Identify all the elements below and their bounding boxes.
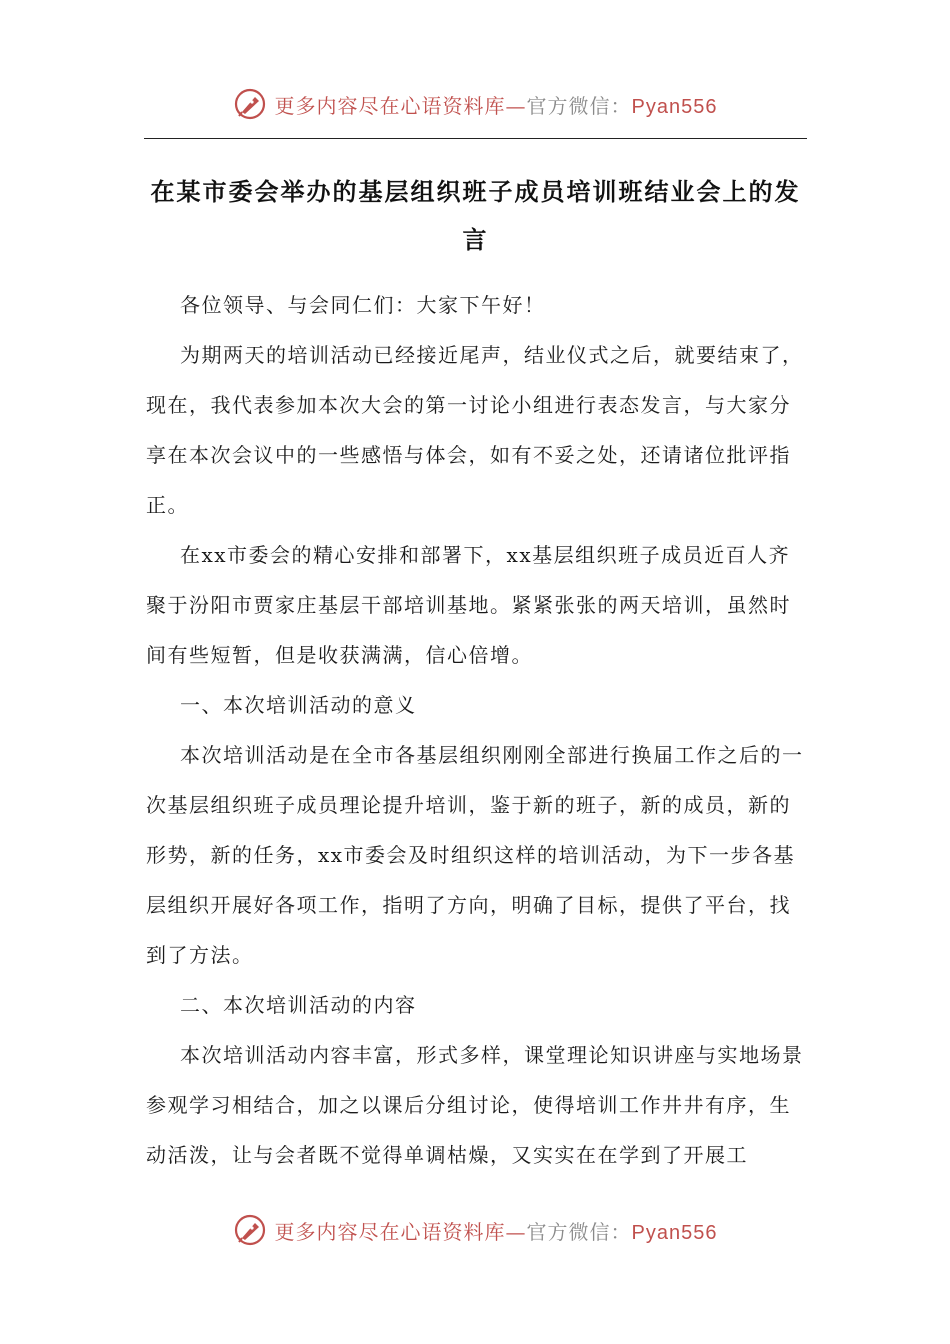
- paragraph: 为期两天的培训活动已经接近尾声，结业仪式之后，就要结束了，现在，我代表参加本次大会的第一讨论小组进行表态发言，与大家分享在本次会议中的一些感悟与体会，如有不妥之处，还请诸位批评指正。: [146, 343, 804, 517]
- pen-nib-logo-icon: [233, 87, 267, 121]
- footer-banner-main: 更多内容尽在心语资料库—: [274, 1219, 527, 1244]
- section-heading: 一、本次培训活动的意义: [180, 693, 417, 717]
- section-heading: 二、本次培训活动的内容: [180, 993, 417, 1017]
- header-divider: [144, 138, 807, 139]
- footer-banner-wechat-id: Pyan556: [631, 1221, 718, 1244]
- paragraph-greeting: 各位领导、与会同仁们：大家下午好！: [180, 293, 546, 317]
- header-banner-wechat-label: 官方微信：: [526, 93, 632, 118]
- paragraph: 本次培训活动内容丰富，形式多样，课堂理论知识讲座与实地场景参观学习相结合，加之以课后分组讨论，使得培训工作井井有序，生动活泼，让与会者既不觉得单调枯燥，又实实在在学到了开展工: [146, 1043, 804, 1167]
- paragraph: 在xx市委会的精心安排和部署下，xx基层组织班子成员近百人齐聚于汾阳市贾家庄基层干部培训基地。紧紧张张的两天培训，虽然时间有些短暂，但是收获满满，信心倍增。: [146, 543, 791, 667]
- header-banner: [0, 84, 950, 124]
- footer-banner-wechat-label: 官方微信：: [526, 1219, 632, 1244]
- footer-banner-text: [275, 1216, 718, 1245]
- header-banner-wechat-id: Pyan556: [631, 95, 718, 118]
- document-body: [146, 280, 806, 1180]
- pen-nib-logo-icon: [233, 1213, 267, 1247]
- footer-banner: [0, 1210, 950, 1250]
- paragraph: 本次培训活动是在全市各基层组织刚刚全部进行换届工作之后的一次基层组织班子成员理论提升培训，鉴于新的班子，新的成员，新的形势，新的任务，xx市委会及时组织这样的培训活动，为下一步各基层组织开展好各项工作，指明了方向，明确了目标，提供了平台，找到了方法。: [146, 743, 804, 967]
- header-banner-text: [275, 90, 718, 119]
- header-banner-main: 更多内容尽在心语资料库—: [274, 93, 527, 118]
- document-title: 在某市委会举办的基层组织班子成员培训班结业会上的发言: [150, 177, 801, 254]
